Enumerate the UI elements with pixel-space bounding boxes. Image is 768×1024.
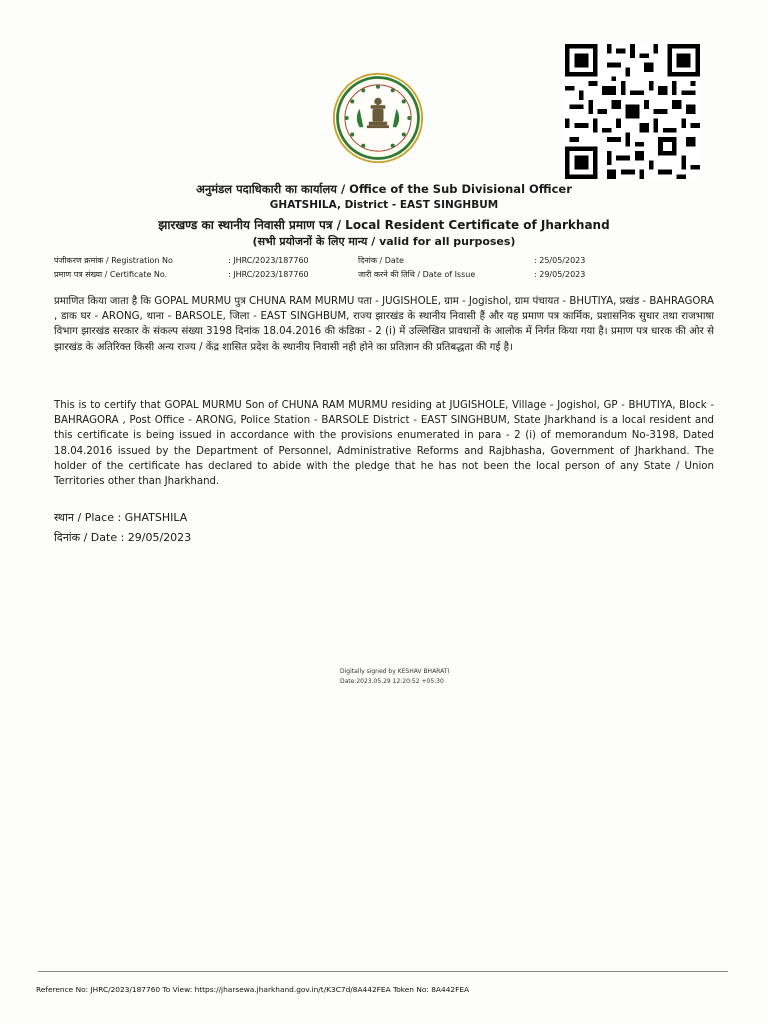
date-value: : 25/05/2023 [534, 256, 586, 265]
date-line: दिनांक / Date : 29/05/2023 [54, 531, 192, 544]
validity-note: (सभी प्रयोजनों के लिए मान्य / valid for all purposes) [252, 235, 516, 248]
jharkhand-emblem-icon [332, 72, 424, 164]
place-line: स्थान / Place : GHATSHILA [54, 511, 188, 524]
certificate-title: झारखण्ड का स्थानीय निवासी प्रमाण पत्र / Local Resident Certificate of Jharkhand [158, 218, 610, 232]
office-heading: अनुमंडल पदाधिकारी का कार्यालय / Office of the Sub Divisional Officer [196, 182, 572, 196]
registration-label: पंजीकरण क्रमांक / Registration No [54, 256, 173, 265]
issue-date-value: : 29/05/2023 [534, 270, 586, 279]
qr-code-icon[interactable] [565, 44, 700, 179]
issue-date-label: जारी करने की तिथि / Date of Issue [358, 270, 476, 279]
hindi-certification-text: प्रमाणित किया जाता है कि GOPAL MURMU पुत्र CHUNA RAM MURMU पता - JUGISHOLE, ग्राम - Jogishol, ग्राम पंचायत - BHUTIYA, प्रखंड - BAHRAGORA , डाक घर - ARONG, थाना - BARSOLE, जिला - EAST SINGHBUM, राज्य झारखंड के स्थानीय निवासी हैं और यह प्रमाण पत्र कार्मिक, प्रशासनिक सुधार तथा राजभाषा विभाग झारखंड सरकार के संकल्प संख्या 3198 दिनांक 18.04.2016 की कंडिका - 2 (i) में उल्लिखित प्रावधानों के आलोक में निर्गत किया गया है। प्रमाण पत्र धारक की ओर से झारखंड के अतिरिक्त किसी अन्य राज्य / केंद्र शासित प्रदेश के स्थानीय निवासी नही होने का प्रतिज्ञान की प्रतिबद्धता की गई है। [54, 296, 714, 353]
digital-signature-name: Digitally signed by KESHAV BHARATI [340, 668, 450, 675]
certificate-number-value: : JHRC/2023/187760 [228, 270, 309, 279]
registration-value: : JHRC/2023/187760 [228, 256, 309, 265]
footer-divider [38, 971, 728, 972]
english-certification-text: This is to certify that GOPAL MURMU Son of CHUNA RAM MURMU residing at JUGISHOLE, Village - Jogishol, GP - BHUTIYA, Block - BAHRAGORA , Post Office - ARONG, Police Station - BARSOLE District - EAST SINGHBUM, State Jharkhand is a local resident and this certificate is being issued in accordance with the provisions enumerated in para - 2 (i) of memorandum No-3198, Dated 18.04.2016 issued by the Department of Personnel, Administrative Reforms and Rajbhasha, Government of Jharkhand. The holder of the certificate has declared to abide with the pledge that he has not been the local person of any State / Union Territories other than Jharkhand. [54, 400, 714, 488]
footer-reference: Reference No: JHRC/2023/187760 To View: https://jharsewa.jharkhand.gov.in/t/K3C7d/8A442FEA Token No: 8A442FEA [36, 985, 470, 994]
digital-signature-timestamp: Date:2023.05.29 12:20:52 +05:30 [340, 678, 444, 685]
date-label: दिनांक / Date [358, 256, 404, 265]
certificate-number-label: प्रमाण पत्र संख्या / Certificate No. [54, 270, 168, 279]
district-heading: GHATSHILA, District - EAST SINGHBUM [269, 199, 499, 211]
